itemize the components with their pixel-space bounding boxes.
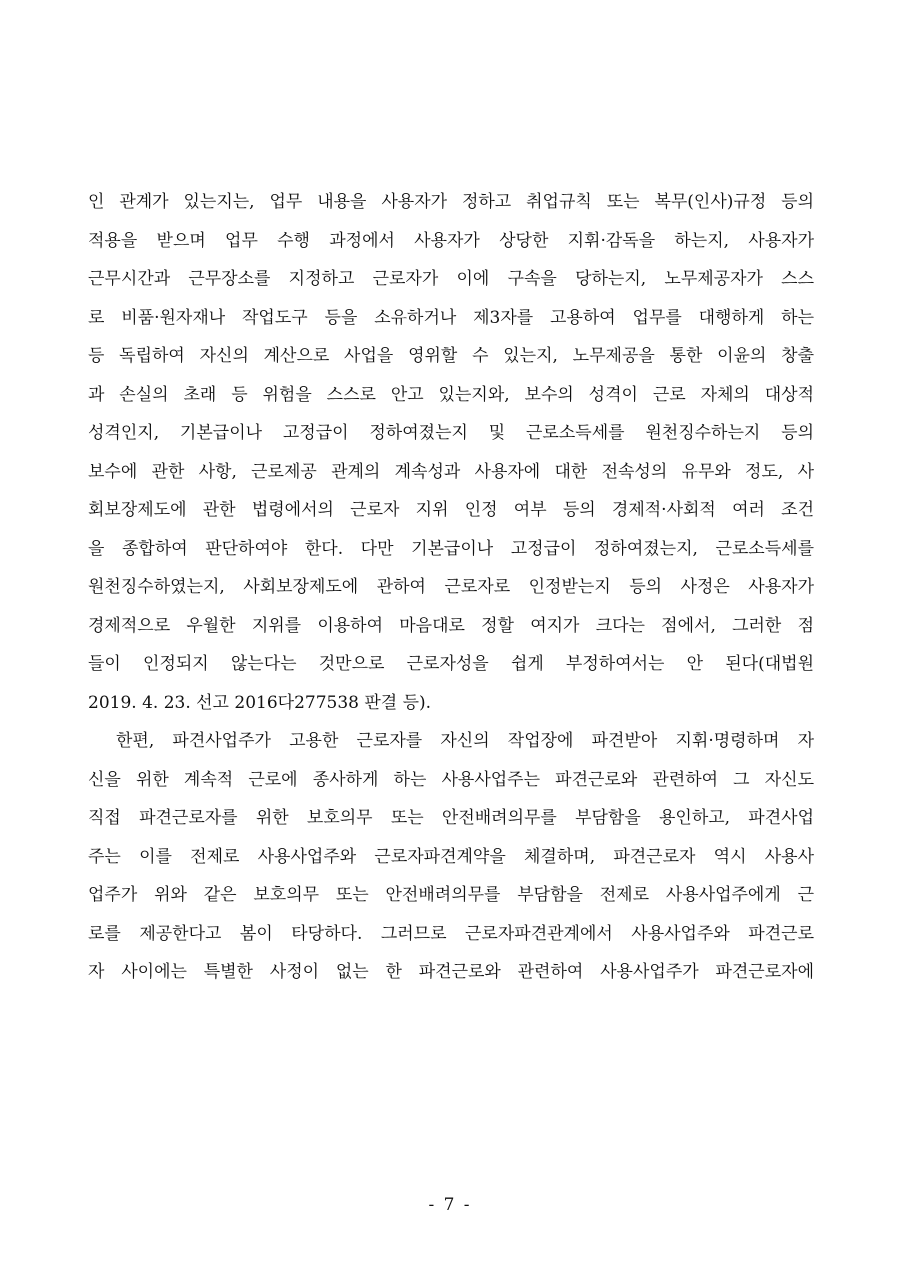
text-line: 로 비품·원자재나 작업도구 등을 소유하거나 제3자를 고용하여 업무를 대행하게 하는 <box>88 307 814 328</box>
text-line: 직접 파견근로자를 위한 보호의무 또는 안전배려의무를 부담함을 용인하고, 파견사업 <box>88 808 814 828</box>
text-line: 2019. 4. 23. 선고 2016다277538 판결 등). <box>88 692 432 713</box>
text-line: 인 관계가 있는지는, 업무 내용을 사용자가 정하고 취업규칙 또는 복무(인사)규정 등의 <box>88 192 814 212</box>
text-line: 보수에 관한 사항, 근로제공 관계의 계속성과 사용자에 대한 전속성의 유무와 정도, 사 <box>88 461 814 482</box>
paragraph-start-line: 한편, 파견사업주가 고용한 근로자를 자신의 작업장에 파견받아 지휘·명령하며 자 <box>116 731 814 751</box>
text-line: 등 독립하여 자신의 계산으로 사업을 영위할 수 있는지, 노무제공을 통한 이윤의 창출 <box>88 346 814 366</box>
text-line: 근무시간과 근무장소를 지정하고 근로자가 이에 구속을 당하는지, 노무제공자가 스스 <box>88 269 814 289</box>
text-line: 원천징수하였는지, 사회보장제도에 관하여 근로자로 인정받는지 등의 사정은 사용자가 <box>88 577 814 597</box>
text-line: 과 손실의 초래 등 위험을 스스로 안고 있는지와, 보수의 성격이 근로 자체의 대상적 <box>88 384 814 405</box>
text-line: 로를 제공한다고 봄이 타당하다. 그러므로 근로자파견관계에서 사용사업주와 파견근로 <box>88 923 814 944</box>
text-line: 적용을 받으며 업무 수행 과정에서 사용자가 상당한 지휘·감독을 하는지, 사용자가 <box>88 230 814 251</box>
text-line: 들이 인정되지 않는다는 것만으로 근로자성을 쉽게 부정하여서는 안 된다(대법원 <box>88 654 814 674</box>
text-line: 경제적으로 우월한 지위를 이용하여 마음대로 정할 여지가 크다는 점에서, 그러한 점 <box>88 615 814 636</box>
text-line: 업주가 위와 같은 보호의무 또는 안전배려의무를 부담함을 전제로 사용사업주에게 근 <box>88 885 814 905</box>
body-text <box>88 183 814 992</box>
text-line: 주는 이를 전제로 사용사업주와 근로자파견계약을 체결하며, 파견근로자 역시 사용사 <box>88 846 814 867</box>
text-line: 을 종합하여 판단하여야 한다. 다만 기본급이나 고정급이 정하여졌는지, 근로소득세를 <box>88 538 814 559</box>
text-line: 자 사이에는 특별한 사정이 없는 한 파견근로와 관련하여 사용사업주가 파견근로자에 <box>88 962 814 982</box>
page-number: - 7 - <box>428 1195 472 1215</box>
text-line: 신을 위한 계속적 근로에 종사하게 하는 사용사업주는 파견근로와 관련하여 그 자신도 <box>88 769 814 790</box>
text-line: 성격인지, 기본급이나 고정급이 정하여졌는지 및 근로소득세를 원천징수하는지 등의 <box>88 423 814 443</box>
text-line: 회보장제도에 관한 법령에서의 근로자 지위 인정 여부 등의 경제적·사회적 여러 조건 <box>88 500 814 520</box>
